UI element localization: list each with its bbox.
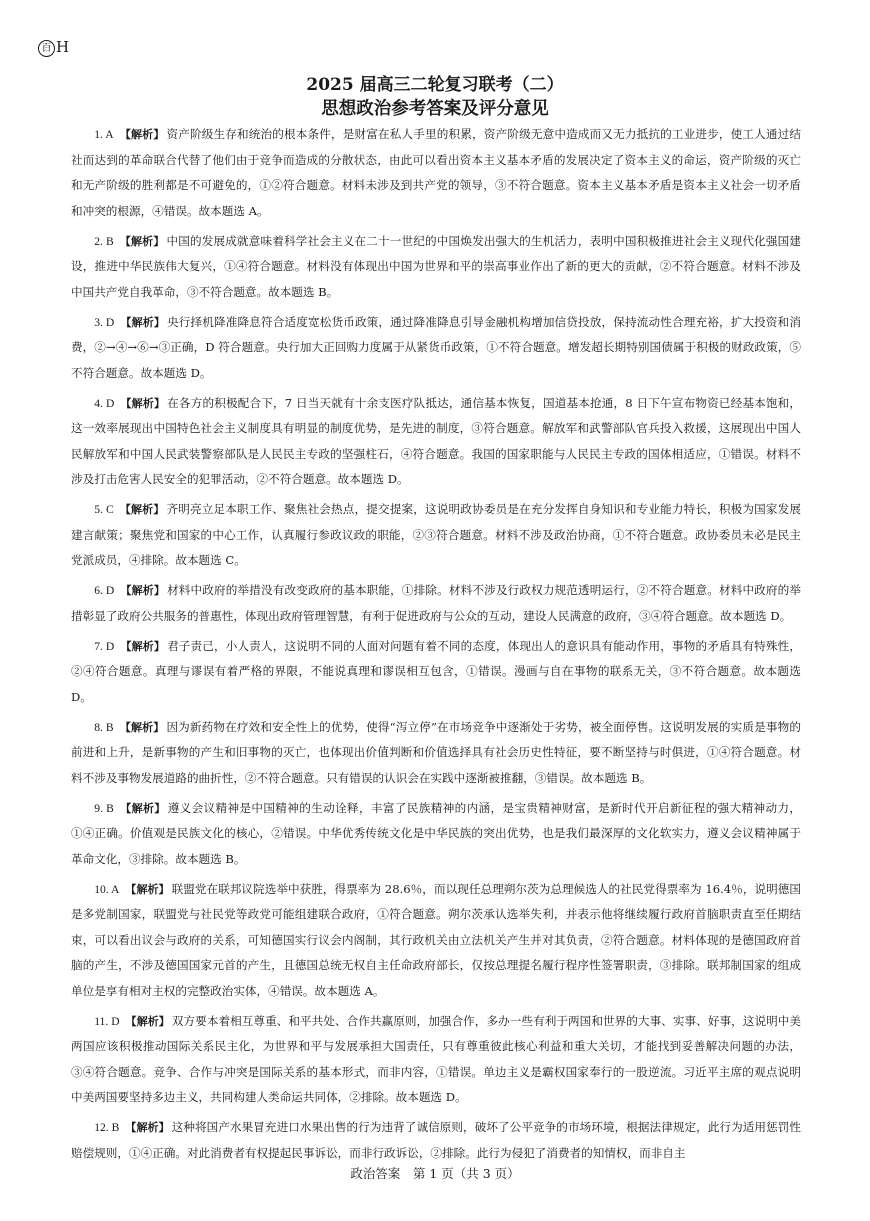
answer-number: 3. D <box>94 315 115 329</box>
analysis-tag: 【解析】 <box>119 720 165 734</box>
answer-explanation: 这种将国产水果冒充进口水果出售的行为违背了诚信原则，破坏了公平竞争的市场环境，根据法律规定，此行为适用惩罚性赔偿规则，①④正确。对此消费者有权提起民事诉讼，而非行政诉讼，②排除。此行为侵犯了消费者的知情权，而非自主 <box>71 1120 801 1160</box>
answer-explanation: 双方要本着相互尊重、和平共处、合作共赢原则，加强合作，多办一些有利于两国和世界的大事、实事、好事，这说明中美两国应该积极推动国际关系民主化，为世界和平与发展承担大国责任，只有尊重彼此核心利益和重大关切，才能找到妥善解决问题的办法，③④符合题意。竞争、合作与冲突是国际关系的基本形式，而非内容，①错误。单边主义是霸权国家奉行的一股逆流。习近平主席的观点说明中美两国要坚持多边主义，共同构建人类命运共同体，②排除。故本题选 D。 <box>71 1013 801 1104</box>
answer-item <box>71 1009 801 1111</box>
answer-item <box>71 877 801 1005</box>
answer-number: 9. B <box>94 801 114 815</box>
corner-mark <box>38 38 69 57</box>
answer-item <box>71 715 801 792</box>
circled-mark-icon: 百 <box>38 40 55 57</box>
answer-number: 8. B <box>94 720 114 734</box>
analysis-tag: 【解析】 <box>119 801 166 815</box>
analysis-tag: 【解析】 <box>119 128 165 141</box>
answer-explanation: 央行择机降准降息符合适度宽松货币政策，通过降准降息引导金融机构增加信贷投放，保持流动性合理充裕，扩大投资和消费，②→④→⑥→③正确，D 符合题意。央行加大正回购力度属于从紧货币政策，①不符合题意。增发超长期特别国债属于积极的财政政策，⑤不符合题意。故本题选 D。 <box>71 314 802 380</box>
answer-explanation: 联盟党在联邦议院选举中获胜，得票率为 28.6％，而以现任总理朔尔茨为总理候选人的社民党得票率为 16.4％，说明德国是多党制国家，联盟党与社民党等政党可能组建联合政府，①符合题意。朔尔茨承认选举失利，并表示他将继续履行政府首脑职责直至任期结束，可以看出议会与政府的关系，可知德国实行议会内阁制，其行政机关由立法机关产生并对其负责，②符合题意。材料体现的是德国政府首脑的产生，不涉及德国国家元首的产生，且德国总统无权自主任命政府部长，仅按总理提名履行程序性签署职责，③排除。联邦制国家的组成单位是享有相对主权的完整政治实体，④错误。故本题选 A。 <box>71 881 802 998</box>
answer-explanation: 齐明亮立足本职工作、聚焦社会热点，提交提案，这说明政协委员是在充分发挥自身知识和专业能力特长，积极为国家发展建言献策；聚焦党和国家的中心工作，认真履行参政议政的职能，②③符合题意。材料不涉及政治协商，①不符合题意。政协委员未必是民主党派成员，④排除。故本题选 C。 <box>71 502 802 567</box>
analysis-tag: 【解析】 <box>120 396 166 410</box>
answer-explanation: 因为新药物在疗效和安全性上的优势，使得“泻立停”在市场竞争中逐渐处于劣势，被全面停售。这说明发展的实质是事物的前进和上升，是新事物的产生和旧事物的灭亡，也体现出价值判断和价值选择具有社会历史性特征，要不断坚持与时俱进，①④符合题意。材料不涉及事物发展道路的曲折性，②不符合题意。只有错误的认识会在实践中逐渐被推翻，③错误。故本题选 B。 <box>71 719 802 785</box>
answer-explanation: 君子责己，小人责人，这说明不同的人面对问题有着不同的态度，体现出人的意识具有能动作用，事物的矛盾具有特殊性，②④符合题意。真理与谬误有着严格的界限，不能说真理和谬误相互包含，①错误。漫画与自在事物的联系无关，③不符合题意。故本题选 D。 <box>71 638 802 704</box>
answer-item <box>71 391 801 493</box>
answer-item <box>71 1115 801 1166</box>
analysis-tag: 【解析】 <box>125 1121 170 1134</box>
analysis-tag: 【解析】 <box>119 234 165 248</box>
answer-item <box>71 578 801 629</box>
answer-explanation: 资产阶级生存和统治的根本条件，是财富在私人手里的积累，资产阶级无意中造成而又无力抵抗的工业进步，使工人通过结社而达到的革命联合代替了他们由于竞争而造成的分散状态，由此可以看出资本主义基本矛盾的发展决定了资本主义的命运，资产阶级的灭亡和无产阶级的胜利都是不可避免的，①②符合题意。材料未涉及到共产党的领导，③不符合题意。资本主义基本矛盾是资本主义社会一切矛盾和冲突的根源，④错误。故本题选 A。 <box>71 127 802 218</box>
answer-number: 11. D <box>94 1014 120 1028</box>
analysis-tag: 【解析】 <box>120 639 166 653</box>
analysis-tag: 【解析】 <box>125 1014 170 1028</box>
answer-list <box>71 122 801 1171</box>
answer-number: 7. D <box>94 639 115 653</box>
answer-item <box>71 634 801 711</box>
answer-item <box>71 310 801 387</box>
answer-number: 4. D <box>94 396 115 410</box>
analysis-tag: 【解析】 <box>125 882 170 896</box>
analysis-tag: 【解析】 <box>119 503 165 516</box>
page-footer: 政治答案 第 1 页（共 3 页） <box>350 1166 520 1181</box>
answer-item <box>71 229 801 306</box>
corner-mark-letter: H <box>56 38 70 56</box>
analysis-tag: 【解析】 <box>120 315 166 329</box>
answer-item <box>71 796 801 873</box>
answer-explanation: 材料中政府的举措没有改变政府的基本职能，①排除。材料不涉及行政权力规范透明运行，②不符合题意。材料中政府的举措彰显了政府公共服务的普惠性，体现出政府管理智慧，有利于促进政府与公众的互动，建设人民满意的政府，③④符合题意。故本题选 D。 <box>71 583 802 623</box>
answer-number: 5. C <box>94 503 114 516</box>
exam-title: 2025 届高三二轮复习联考（二） <box>306 75 564 95</box>
answer-item <box>71 122 801 224</box>
answer-explanation: 中国的发展成就意味着科学社会主义在二十一世纪的中国焕发出强大的生机活力，表明中国积极推进社会主义现代化强国建设，推进中华民族伟大复兴，①④符合题意。材料没有体现出中国为世界和平的崇高事业作出了新的更大的贡献，②不符合题意。材料不涉及中国共产党自我革命，③不符合题意。故本题选 B。 <box>71 233 802 299</box>
answer-item <box>71 497 801 574</box>
answer-explanation: 在各方的积极配合下，7 日当天就有十余支医疗队抵达，通信基本恢复，国道基本抢通，8 日下午宣布物资已经基本饱和，这一效率展现出中国特色社会主义制度具有明显的制度优势，是先进的制度，③符合题意。解放军和武警部队官兵投入救援，这展现出中国人民解放军和中国人民武装警察部队是人民民主专政的坚强柱石，④符合题意。我国的国家职能与人民民主专政的国体相适应，①错误。材料不涉及打击危害人民安全的犯罪活动，②不符合题意。故本题选 D。 <box>71 395 802 486</box>
analysis-tag: 【解析】 <box>120 584 166 597</box>
answer-explanation: 遵义会议精神是中国精神的生动诠释，丰富了民族精神的内涵，是宝贵精神财富，是新时代开启新征程的强大精神动力，①④正确。价值观是民族文化的核心，②错误。中华优秀传统文化是中华民族的突出优势，也是我们最深厚的文化软实力，遵义会议精神属于革命文化，③排除。故本题选 B。 <box>71 800 802 866</box>
answer-number: 2. B <box>94 234 114 248</box>
answer-number: 1. A <box>94 128 114 141</box>
answer-number: 10. A <box>94 882 120 896</box>
answer-number: 6. D <box>94 584 115 597</box>
document-subtitle: 思想政治参考答案及评分意见 <box>321 99 549 119</box>
answer-number: 12. B <box>94 1121 120 1134</box>
